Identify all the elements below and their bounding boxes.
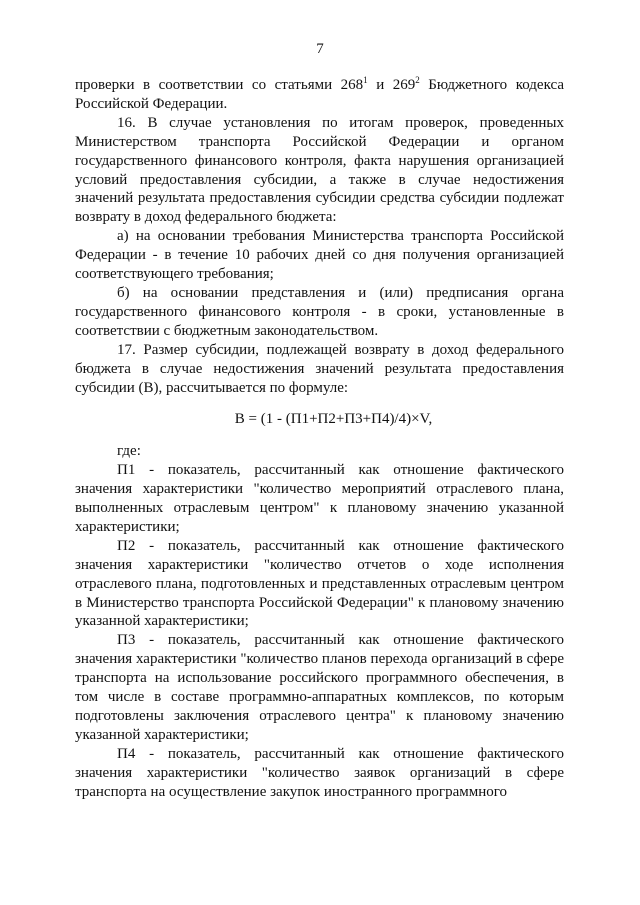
where-label: где:: [117, 443, 141, 460]
intro-text-part3: Бюджетного кодекса Российской Федерации.: [75, 77, 565, 112]
intro-text-part2: и 269: [367, 77, 416, 93]
paragraph-16: 16. В случае установления по итогам проверок, проведенных Министерством транспорта Российской Федерации и органом государственного финансового контроля, факта нарушения организацией условий предоставления субсидии, а также в случае недостижения значений результата предоставления субсидии средства субсидии подлежат возврату в доход федерального бюджета:: [75, 114, 564, 226]
definition-p3: П3 - показатель, рассчитанный как отношение фактического значения характеристики "количество планов перехода организаций в сфере транспорта на использование российского программного обеспечения, в том числе в составе программно-аппаратных комплексов, по которым подготовлены заключения отраслевого центра" к плановому значению указанной характеристики;: [75, 632, 564, 743]
footnote-superscript-1: 1: [363, 75, 368, 85]
paragraph-16-b: б) на основании представления и (или) предписания органа государственного финансового контроля - в сроки, установленные в соответствии с бюджетным законодательством.: [75, 284, 564, 339]
paragraph-intro: [75, 76, 564, 114]
definition-p4: П4 - показатель, рассчитанный как отношение фактического значения характеристики "количество заявок организаций в сфере транспорта на осуществление закупок иностранного программного: [75, 745, 564, 800]
formula: В = (1 - (П1+П2+П3+П4)/4)×V,: [234, 411, 433, 428]
paragraph-16-a: а) на основании требования Министерства транспорта Российской Федерации - в течение 10 рабочих дней со дня получения организацией соответствующего требования;: [75, 228, 564, 283]
page-number: 7: [316, 41, 324, 57]
intro-text-part1: проверки в соответствии со статьями 268: [75, 77, 364, 93]
footnote-superscript-2: 2: [415, 75, 420, 85]
document-body: [75, 76, 564, 802]
paragraph-17: 17. Размер субсидии, подлежащей возврату в доход федерального бюджета в случае недостижения значений результата предоставления субсидии (В), рассчитывается по формуле:: [75, 341, 564, 396]
definition-p1: П1 - показатель, рассчитанный как отношение фактического значения характеристики "количество мероприятий отраслевого плана, выполненных отраслевым центром" к плановому значению указанной характеристики;: [75, 462, 564, 535]
definition-p2: П2 - показатель, рассчитанный как отношение фактического значения характеристики "количество отчетов о ходе исполнения отраслевого плана, подготовленных и представленных отраслевым центром в Министерство транспорта Российской Федерации" к плановому значению указанной характеристики;: [75, 537, 564, 630]
